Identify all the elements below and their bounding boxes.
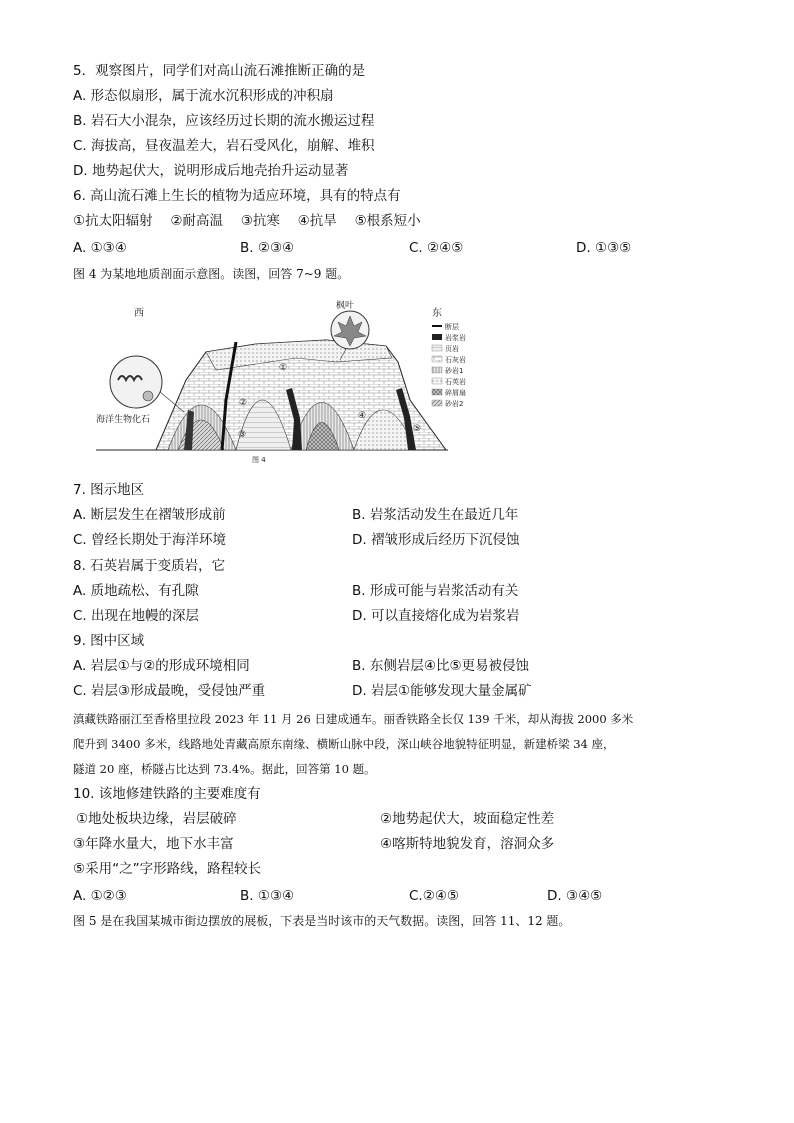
q8-option-d: D. 可以直接熔化成为岩浆岩 [352,608,520,624]
legend-limestone: 石灰岩 [445,356,466,364]
q10-item-3: ③年降水量大，地下水丰富 [73,836,234,852]
q5-option-d: D. 地势起伏大，说明形成后地壳抬升运动显著 [73,163,349,179]
label-fossil: 海洋生物化石 [96,415,151,425]
q10-item-4: ④喀斯特地貌发育，溶洞众多 [380,836,555,852]
q6-option-b: B. ②③④ [240,240,295,256]
layer-label-1: ① [279,363,288,373]
q6-option-d: D. ①③⑤ [576,240,632,256]
q10-option-c: C.②④⑤ [409,888,460,904]
q7-option-a: A. 断层发生在褶皱形成前 [73,507,226,523]
q10-option-a: A. ①②③ [73,888,127,904]
legend-fault: 断层 [445,323,459,331]
legend-shale: 页岩 [445,345,459,353]
q5-stem: 5．观察图片，同学们对高山流石滩推断正确的是 [73,63,366,79]
q10-option-b: B. ①③④ [240,888,295,904]
q10-option-d: D. ③④⑤ [547,888,603,904]
q8-stem: 8. 石英岩属于变质岩，它 [73,558,226,574]
q5-option-a: A. 形态似扇形，属于流水沉积形成的冲积扇 [73,88,334,104]
legend-quartzite: 石英岩 [445,378,466,386]
label-east: 东 [432,308,442,319]
q9-stem: 9. 图中区域 [73,633,145,649]
geologic-cross-section-figure [96,300,466,465]
legend-magma: 岩浆岩 [445,334,466,342]
layer-label-4: ④ [358,411,367,421]
q9-option-c: C. 岩层③形成最晚，受侵蚀严重 [73,683,266,699]
q9-option-d: D. 岩层①能够发现大量金属矿 [352,683,532,699]
q10-item-1: ①地处板块边缘，岩层破碎 [76,811,237,827]
q7-option-b: B. 岩浆活动发生在最近几年 [352,507,519,523]
legend-debris: 碎屑扇 [445,389,466,397]
legend-sandstone1: 砂岩1 [445,367,464,375]
q7-option-d: D. 褶皱形成后经历下沉侵蚀 [352,532,520,548]
q6-stem: 6. 高山流石滩上生长的植物为适应环境，具有的特点有 [73,188,401,204]
layer-label-3: ③ [238,430,247,440]
passage-10-line-3: 隧道 20 座，桥隧占比达到 73.4%。据此，回答第 10 题。 [73,762,376,776]
legend-swatch-debris [432,389,442,395]
q7-stem: 7. 图示地区 [73,482,145,498]
q8-option-a: A. 质地疏松、有孔隙 [73,583,199,599]
q10-item-5: ⑤采用“之”字形路线，路程较长 [73,861,262,877]
layer-label-5: ⑤ [413,424,422,434]
legend-swatch-sandstone2 [432,400,442,406]
legend-swatch-magma [432,334,442,340]
fossil-inset [110,356,162,408]
passage-10-line-2: 爬升到 3400 多米，线路地处青藏高原东南缘、横断山脉中段，深山峡谷地貌特征明显，新建桥梁 34 座， [73,737,615,751]
q5-option-b: B. 岩石大小混杂，应该经历过长期的流水搬运过程 [73,113,375,129]
fossil-shell [143,391,153,401]
q5-option-c: C. 海拔高，昼夜温差大，岩石受风化，崩解、堆积 [73,138,375,154]
legend-swatch-quartzite [432,378,442,384]
legend-sandstone2: 砂岩2 [445,400,464,408]
legend-swatch-sandstone1 [432,367,442,373]
legend [432,322,466,408]
q7-option-c: C. 曾经长期处于海洋环境 [73,532,227,548]
q10-item-2: ②地势起伏大，坡面稳定性差 [380,811,555,827]
q9-option-a: A. 岩层①与②的形成环境相同 [73,658,250,674]
legend-swatch-shale [432,345,442,351]
q10-stem: 10. 该地修建铁路的主要难度有 [73,786,261,802]
q9-option-b: B. 东侧岩层④比⑤更易被侵蚀 [352,658,530,674]
intro-7-9: 图 4 为某地地质剖面示意图。读图，回答 7~9 题。 [73,267,350,281]
q6-option-a: A. ①③④ [73,240,127,256]
legend-swatch-limestone [432,356,442,362]
q8-option-c: C. 出现在地幔的深层 [73,608,200,624]
intro-11-12: 图 5 是在我国某城市街边摆放的展板，下表是当时该市的天气数据。读图，回答 11、12 题。 [73,914,571,928]
label-leaf: 枫叶 [336,301,355,311]
figure-caption: 图 4 [252,456,266,464]
passage-10-line-1: 滇藏铁路丽江至香格里拉段 2023 年 11 月 26 日建成通车。丽香铁路全长仅 139 千米，却从海拔 2000 多米 [73,712,634,726]
layer-label-2: ② [239,398,248,408]
q6-option-c: C. ②④⑤ [409,240,464,256]
label-west: 西 [134,308,144,319]
q6-items: ①抗太阳辐射 ②耐高温 ③抗寒 ④抗旱 ⑤根系短小 [73,213,421,229]
q8-option-b: B. 形成可能与岩浆活动有关 [352,583,519,599]
